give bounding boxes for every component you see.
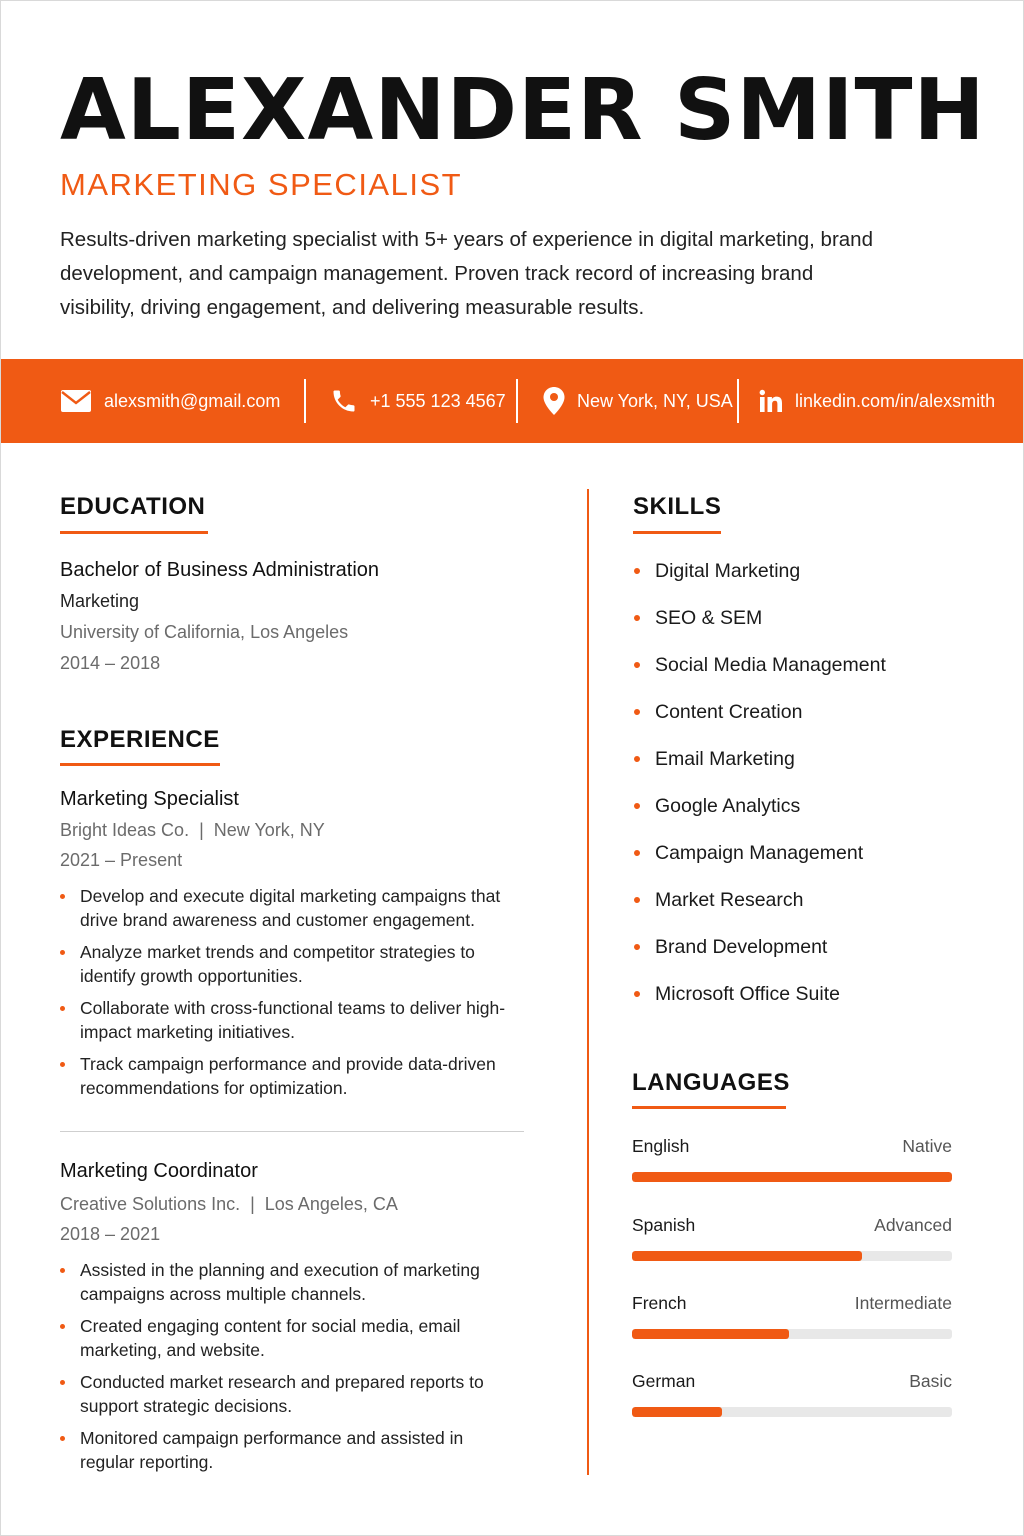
language-name: French bbox=[632, 1293, 687, 1313]
job-company: Creative Solutions Inc. bbox=[60, 1194, 241, 1214]
skill-item: Google Analytics bbox=[633, 792, 973, 820]
job-location: New York, NY bbox=[213, 820, 325, 840]
education-heading: EDUCATION bbox=[60, 493, 206, 520]
languages-underline bbox=[632, 1106, 786, 1109]
language-french bbox=[632, 1292, 952, 1339]
phone-icon bbox=[330, 387, 358, 415]
proficiency-bar bbox=[632, 1329, 952, 1339]
contact-separator bbox=[304, 379, 306, 423]
languages-heading: LANGUAGES bbox=[632, 1069, 790, 1096]
language-name: German bbox=[632, 1371, 696, 1391]
email-text: alexsmith@gmail.com bbox=[104, 390, 281, 411]
location-text: New York, NY, USA bbox=[577, 390, 733, 411]
job-years: 2018 – 2021 bbox=[60, 1224, 161, 1244]
language-level: Basic bbox=[909, 1371, 952, 1391]
job-company: Bright Ideas Co. bbox=[60, 820, 190, 840]
skill-item: Content Creation bbox=[633, 698, 973, 726]
proficiency-fill bbox=[632, 1251, 862, 1261]
list-item: Assisted in the planning and execution of marketing campaigns across multiple channels. bbox=[60, 1258, 490, 1306]
list-item: Track campaign performance and provide data-driven recommendations for optimization. bbox=[60, 1052, 520, 1100]
list-item: Collaborate with cross-functional teams to deliver high-impact marketing initiatives. bbox=[60, 996, 520, 1044]
column-divider bbox=[587, 489, 589, 1475]
job-company-line: Creative Solutions Inc. | Los Angeles, CA bbox=[60, 1194, 398, 1214]
education-years: 2014 – 2018 bbox=[60, 653, 161, 673]
skills-list bbox=[633, 557, 973, 1027]
job-bullets bbox=[60, 1258, 490, 1474]
language-german bbox=[632, 1370, 952, 1417]
proficiency-fill bbox=[632, 1329, 789, 1339]
experience-underline bbox=[60, 763, 220, 766]
profile-summary: Results-driven marketing specialist with 5+ years of experience in digital marketing, brand development, and campaign management. Proven track record of increasing brand visibility, driving engagement, and delivering measurable results. bbox=[60, 228, 873, 319]
proficiency-fill bbox=[632, 1172, 952, 1182]
contact-bar bbox=[1, 359, 1024, 443]
skills-heading: SKILLS bbox=[633, 493, 722, 520]
skill-item: Campaign Management bbox=[633, 839, 973, 867]
location-pin-icon bbox=[543, 387, 565, 415]
contact-separator bbox=[516, 379, 518, 423]
skill-item: Digital Marketing bbox=[633, 557, 973, 585]
language-spanish bbox=[632, 1214, 952, 1261]
resume-header bbox=[60, 61, 986, 325]
degree-name: Bachelor of Business Administration bbox=[60, 559, 380, 581]
contact-email[interactable] bbox=[60, 359, 280, 443]
contact-separator bbox=[737, 379, 739, 423]
mail-icon bbox=[60, 389, 92, 413]
language-name: Spanish bbox=[632, 1215, 696, 1235]
degree-field: Marketing bbox=[60, 591, 140, 611]
job-entry bbox=[60, 786, 530, 1108]
job-bullets bbox=[60, 884, 520, 1100]
job-title: MARKETING SPECIALIST bbox=[60, 167, 463, 202]
skill-item: Market Research bbox=[633, 886, 973, 914]
proficiency-fill bbox=[632, 1407, 722, 1417]
contact-location[interactable] bbox=[543, 359, 733, 443]
proficiency-bar bbox=[632, 1251, 952, 1261]
list-item: Conducted market research and prepared reports to support strategic decisions. bbox=[60, 1370, 490, 1418]
skill-item: Social Media Management bbox=[633, 651, 973, 679]
contact-linkedin[interactable] bbox=[759, 359, 995, 443]
skill-item: Microsoft Office Suite bbox=[633, 980, 973, 1008]
language-name: English bbox=[632, 1136, 690, 1156]
linkedin-text: linkedin.com/in/alexsmith bbox=[795, 390, 996, 411]
job-years: 2021 – Present bbox=[60, 850, 183, 870]
list-item: Analyze market trends and competitor strategies to identify growth opportunities. bbox=[60, 940, 520, 988]
proficiency-bar bbox=[632, 1407, 952, 1417]
candidate-name: ALEXANDER SMITH bbox=[60, 61, 986, 160]
contact-phone[interactable] bbox=[330, 359, 506, 443]
list-item: Created engaging content for social media, email marketing, and website. bbox=[60, 1314, 490, 1362]
language-level: Advanced bbox=[874, 1215, 952, 1235]
education-underline bbox=[60, 531, 208, 534]
job-role: Marketing Coordinator bbox=[60, 1160, 258, 1182]
list-item: Monitored campaign performance and assisted in regular reporting. bbox=[60, 1426, 490, 1474]
job-role: Marketing Specialist bbox=[60, 788, 239, 810]
proficiency-bar bbox=[632, 1172, 952, 1182]
language-level: Intermediate bbox=[854, 1293, 952, 1313]
job-divider bbox=[60, 1131, 524, 1132]
job-company-line: Bright Ideas Co. | New York, NY bbox=[60, 820, 325, 840]
job-entry bbox=[60, 1158, 530, 1482]
school-name: University of California, Los Angeles bbox=[60, 622, 349, 642]
experience-heading: EXPERIENCE bbox=[60, 726, 220, 753]
skill-item: SEO & SEM bbox=[633, 604, 973, 632]
skill-item: Email Marketing bbox=[633, 745, 973, 773]
linkedin-icon bbox=[759, 389, 783, 413]
education-entry bbox=[60, 557, 530, 675]
list-item: Develop and execute digital marketing campaigns that drive brand awareness and customer engagement. bbox=[60, 884, 520, 932]
skill-item: Brand Development bbox=[633, 933, 973, 961]
phone-text: +1 555 123 4567 bbox=[370, 390, 506, 411]
job-location: Los Angeles, CA bbox=[264, 1194, 398, 1214]
language-english bbox=[632, 1135, 952, 1182]
skills-underline bbox=[633, 531, 721, 534]
language-level: Native bbox=[902, 1136, 952, 1156]
